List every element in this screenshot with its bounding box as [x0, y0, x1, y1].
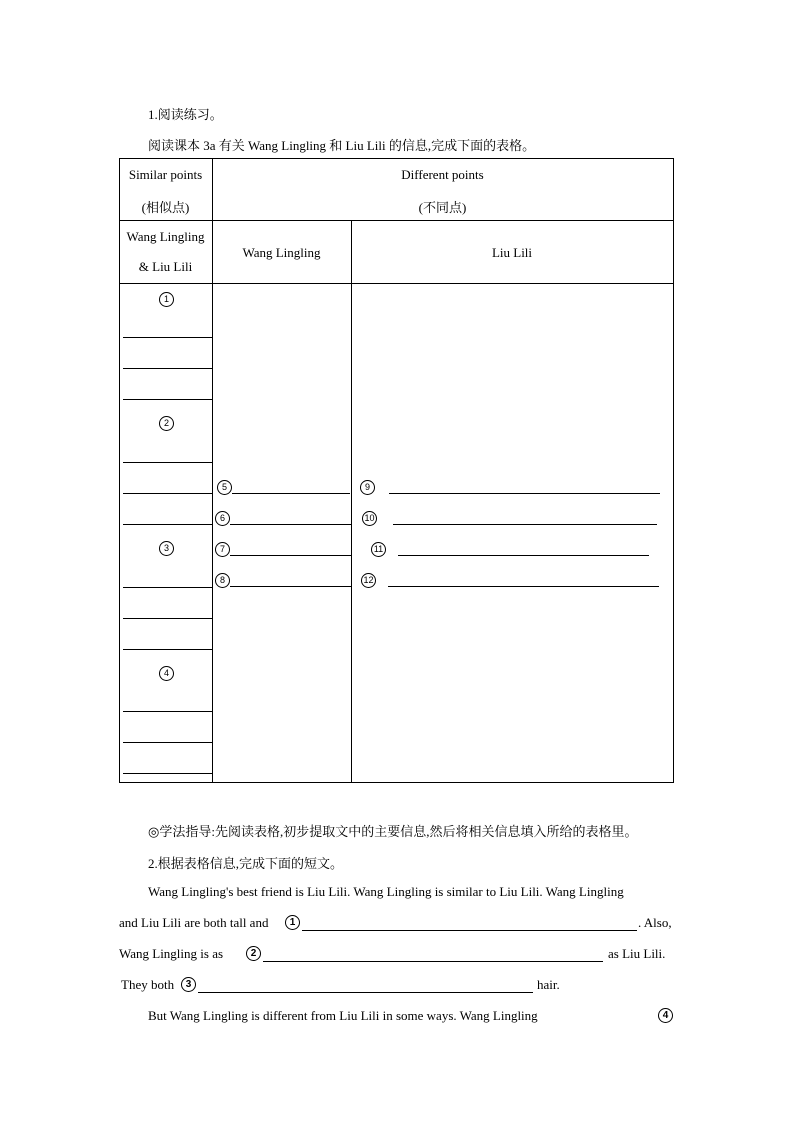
- answer-line[interactable]: [123, 368, 212, 369]
- blank-number-7: 7: [215, 542, 230, 557]
- answer-line[interactable]: [398, 555, 649, 556]
- answer-line[interactable]: [123, 462, 212, 463]
- blank-number-9: 9: [360, 480, 375, 495]
- passage-answer-line-3[interactable]: [198, 992, 533, 993]
- blank-number-12: 12: [361, 573, 376, 588]
- passage-line-3-end: as Liu Lili.: [608, 946, 666, 961]
- blank-number-1: 1: [159, 292, 174, 307]
- answer-line[interactable]: [123, 399, 212, 400]
- answer-line[interactable]: [393, 524, 657, 525]
- blank-number-3: 3: [159, 541, 174, 556]
- answer-line[interactable]: [123, 773, 212, 774]
- passage-line-5: But Wang Lingling is different from Liu Lili in some ways. Wang Lingling: [148, 1008, 538, 1023]
- passage-line-2-end: . Also,: [638, 915, 672, 930]
- section1-heading: 1.阅读练习。: [148, 107, 223, 122]
- answer-line[interactable]: [123, 493, 212, 494]
- answer-line[interactable]: [123, 524, 212, 525]
- answer-line[interactable]: [230, 555, 351, 556]
- similar-points-header-cn: (相似点): [141, 200, 190, 215]
- passage-line-2-start: and Liu Lili are both tall and: [119, 915, 269, 930]
- answer-line[interactable]: [230, 524, 351, 525]
- blank-number-5: 5: [217, 480, 232, 495]
- answer-line[interactable]: [123, 711, 212, 712]
- answer-line[interactable]: [230, 586, 351, 587]
- similar-points-header: Similar points: [128, 167, 203, 182]
- answer-line[interactable]: [232, 493, 350, 494]
- passage-line-4-start: They both: [121, 977, 175, 992]
- answer-line[interactable]: [123, 618, 212, 619]
- passage-answer-line-2[interactable]: [263, 961, 603, 962]
- col-liu-header: Liu Lili: [491, 245, 533, 260]
- answer-line[interactable]: [123, 742, 212, 743]
- answer-line[interactable]: [123, 587, 212, 588]
- passage-blank-3: 3: [181, 977, 196, 992]
- answer-line[interactable]: [123, 337, 212, 338]
- blank-number-8: 8: [215, 573, 230, 588]
- passage-blank-4: 4: [658, 1008, 673, 1023]
- answer-line[interactable]: [389, 493, 660, 494]
- passage-answer-line-1[interactable]: [302, 930, 637, 931]
- answer-line[interactable]: [388, 586, 659, 587]
- section1-instruction: 阅读课本 3a 有关 Wang Lingling 和 Liu Lili 的信息,完成下面的表格。: [148, 138, 536, 153]
- answer-line[interactable]: [123, 649, 212, 650]
- blank-number-2: 2: [159, 416, 174, 431]
- section2-heading: 2.根据表格信息,完成下面的短文。: [148, 856, 344, 871]
- col-both-header: Wang Lingling: [126, 229, 205, 244]
- blank-number-10: 10: [362, 511, 377, 526]
- col-wang-header: Wang Lingling: [242, 245, 321, 260]
- passage-line-4-end: hair.: [537, 977, 560, 992]
- study-tip: ◎学法指导:先阅读表格,初步提取文中的主要信息,然后将相关信息填入所给的表格里。: [148, 824, 638, 839]
- different-points-header-cn: (不同点): [418, 200, 467, 215]
- blank-number-11: 11: [371, 542, 386, 557]
- col-both-header-2: & Liu Lili: [138, 259, 193, 274]
- blank-number-4: 4: [159, 666, 174, 681]
- passage-blank-1: 1: [285, 915, 300, 930]
- passage-blank-2: 2: [246, 946, 261, 961]
- passage-line-1: Wang Lingling's best friend is Liu Lili. Wang Lingling is similar to Liu Lili. Wang Lingling: [148, 884, 624, 899]
- different-points-header: Different points: [401, 167, 484, 182]
- passage-line-3-start: Wang Lingling is as: [119, 946, 224, 961]
- blank-number-6: 6: [215, 511, 230, 526]
